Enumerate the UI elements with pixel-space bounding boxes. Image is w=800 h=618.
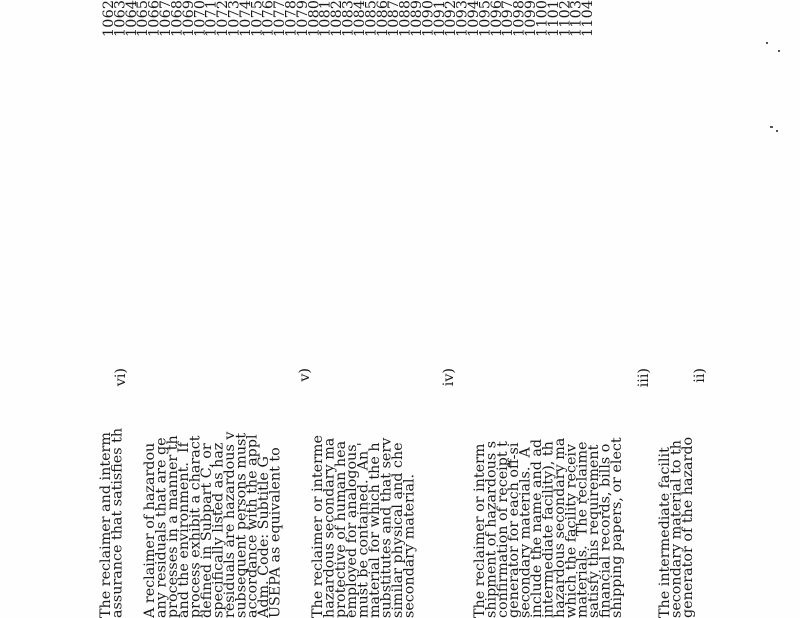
item-text-iv: The reclaimer or interme hazardous secondary ma protective of human hea employed for analogous must be contained. An ' material for which the h substitutes and that serv similar physical and che secondary material. <box>310 435 418 618</box>
line-number-column: 1062 1063 1064 1065 1066 1067 1068 1069 1070 1071 1072 1073 1074 1075 1076 1077 1078 1079 1080 1081 1082 1083 1084 1085 1086 1087 1088 1089 1090 1091 1092 1093 1094 1095 1096 1097 1098 1099 1100 1101 1102 1103 1104 <box>101 0 597 38</box>
scan-speck <box>770 126 773 128</box>
item-text-iii: The reclaimer or interm shipment of hazardous s confirmation of receipt t generator for each off-si secondary materials. A include the name and ad intermediate facility), th hazardous secondary ma which the facility receiv materials. The reclaime satisfy this requirement financial records, bills o shipping papers, or elect <box>472 437 625 618</box>
item-label-iv: iv) <box>441 368 457 387</box>
item-label-ii: ii) <box>692 368 708 383</box>
item-label-iii: iii) <box>636 368 652 388</box>
scan-speck <box>766 42 768 44</box>
item-text-v: A reclaimer of hazardou any residuals that are ge processes in a manner th and the environment. If process exhibit a charact defined in Subpart C, or specifically listed as haz residuals are hazardous v subsequent persons must accordance with the appl Adm. Code: Subtitle G USEPA as equivalent to <box>142 431 284 618</box>
scan-speck <box>776 130 778 132</box>
item-label-vi: vi) <box>113 368 129 387</box>
item-text-ii: The intermediate facilit secondary material to th generator of the hazardo <box>657 436 696 618</box>
scan-speck <box>778 50 780 52</box>
item-text-vi: The reclaimer and interm assurance that satisfies th <box>98 427 126 618</box>
item-label-v: v) <box>297 368 313 382</box>
